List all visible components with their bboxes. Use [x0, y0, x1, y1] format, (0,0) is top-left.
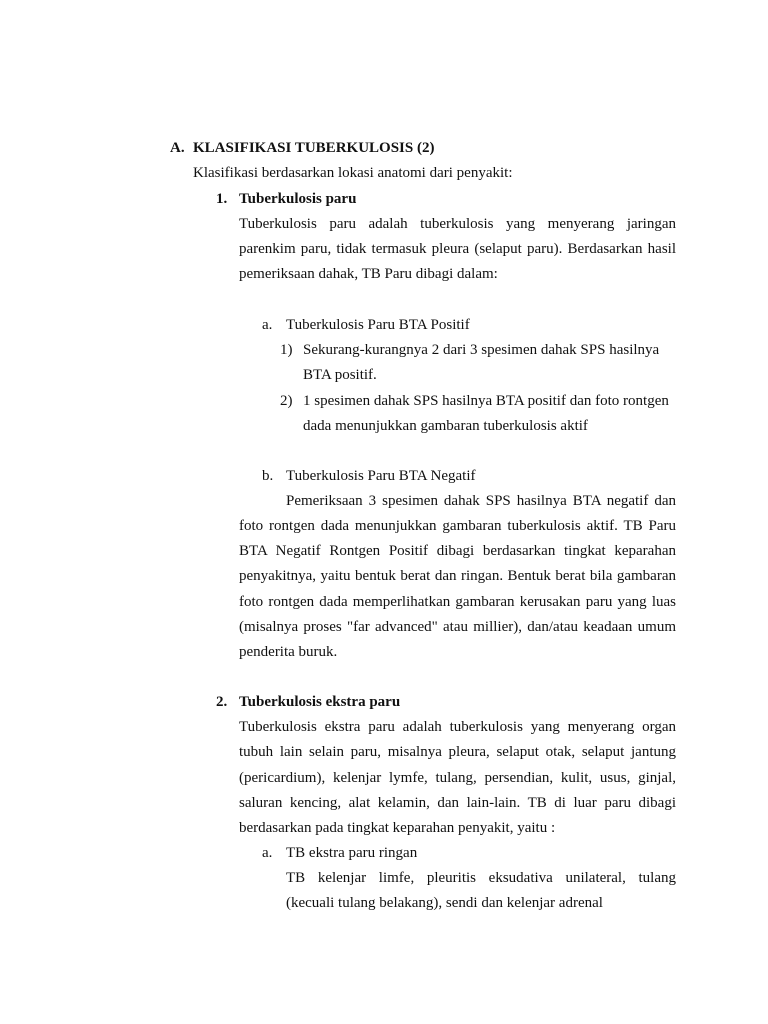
item1-sub-a-marker: a. — [262, 317, 273, 333]
item2-sub-a-paragraph-line: (kecuali tulang belakang), sendi dan kelenjar adrenal — [286, 895, 603, 911]
sub-b-paragraph-line: penyakitnya, yaitu bentuk berat dan ringan. Bentuk berat bila gambaran — [239, 568, 676, 584]
point-line: BTA positif. — [303, 367, 377, 383]
item2-title: Tuberkulosis ekstra paru — [239, 694, 401, 710]
section-marker: A. — [170, 140, 185, 156]
item2-paragraph-line: berdasarkan pada tingkat keparahan penyakit, yaitu : — [239, 820, 556, 836]
item1-title: Tuberkulosis paru — [239, 191, 357, 207]
item2-paragraph-line: (pericardium), kelenjar lymfe, tulang, persendian, kulit, usus, ginjal, — [239, 770, 676, 786]
point-line: dada menunjukkan gambaran tuberkulosis aktif — [303, 418, 588, 434]
item1-paragraph-line: parenkim paru, tidak termasuk pleura (selaput paru). Berdasarkan hasil — [239, 241, 676, 257]
item2-sub-a-marker: a. — [262, 845, 273, 861]
item2-paragraph-line: tubuh lain selain paru, misalnya pleura, selaput otak, selaput jantung — [239, 744, 676, 760]
item1-sub-b-title: Tuberkulosis Paru BTA Negatif — [286, 468, 476, 484]
item2-number: 2. — [216, 694, 228, 710]
point-marker: 1) — [280, 342, 293, 358]
item2-paragraph-line: Tuberkulosis ekstra paru adalah tuberkulosis yang menyerang organ — [239, 719, 676, 735]
item1-paragraph-line: Tuberkulosis paru adalah tuberkulosis yang menyerang jaringan — [239, 216, 676, 232]
sub-b-paragraph-line: foto rontgen dada memperlihatkan gambaran kerusakan paru yang luas — [239, 594, 676, 610]
section-title: KLASIFIKASI TUBERKULOSIS (2) — [193, 140, 435, 156]
sub-b-paragraph-line: (misalnya proses "far advanced" atau millier), dan/atau keadaan umum — [239, 619, 676, 635]
item1-paragraph-line: pemeriksaan dahak, TB Paru dibagi dalam: — [239, 266, 498, 282]
section-intro: Klasifikasi berdasarkan lokasi anatomi dari penyakit: — [193, 165, 513, 181]
sub-b-paragraph-line: foto rontgen dada menunjukkan gambaran tuberkulosis aktif. TB Paru — [239, 518, 676, 534]
point-line: Sekurang-kurangnya 2 dari 3 spesimen dahak SPS hasilnya — [303, 342, 660, 358]
sub-b-paragraph-line: penderita buruk. — [239, 644, 338, 660]
item1-sub-a-title: Tuberkulosis Paru BTA Positif — [286, 317, 470, 333]
item2-paragraph-line: saluran kencing, alat kelamin, dan lain-lain. TB di luar paru dibagi — [239, 795, 676, 811]
sub-b-paragraph-line: BTA Negatif Rontgen Positif dibagi berdasarkan tingkat keparahan — [239, 543, 676, 559]
point-line: 1 spesimen dahak SPS hasilnya BTA positif dan foto rontgen — [303, 393, 669, 409]
sub-b-paragraph-line: Pemeriksaan 3 spesimen dahak SPS hasilnya BTA negatif dan — [286, 493, 676, 509]
item1-number: 1. — [216, 191, 228, 207]
item2-sub-a-title: TB ekstra paru ringan — [286, 845, 418, 861]
item2-sub-a-paragraph-line: TB kelenjar limfe, pleuritis eksudativa unilateral, tulang — [286, 870, 676, 886]
item1-sub-b-marker: b. — [262, 468, 274, 484]
point-marker: 2) — [280, 393, 293, 409]
